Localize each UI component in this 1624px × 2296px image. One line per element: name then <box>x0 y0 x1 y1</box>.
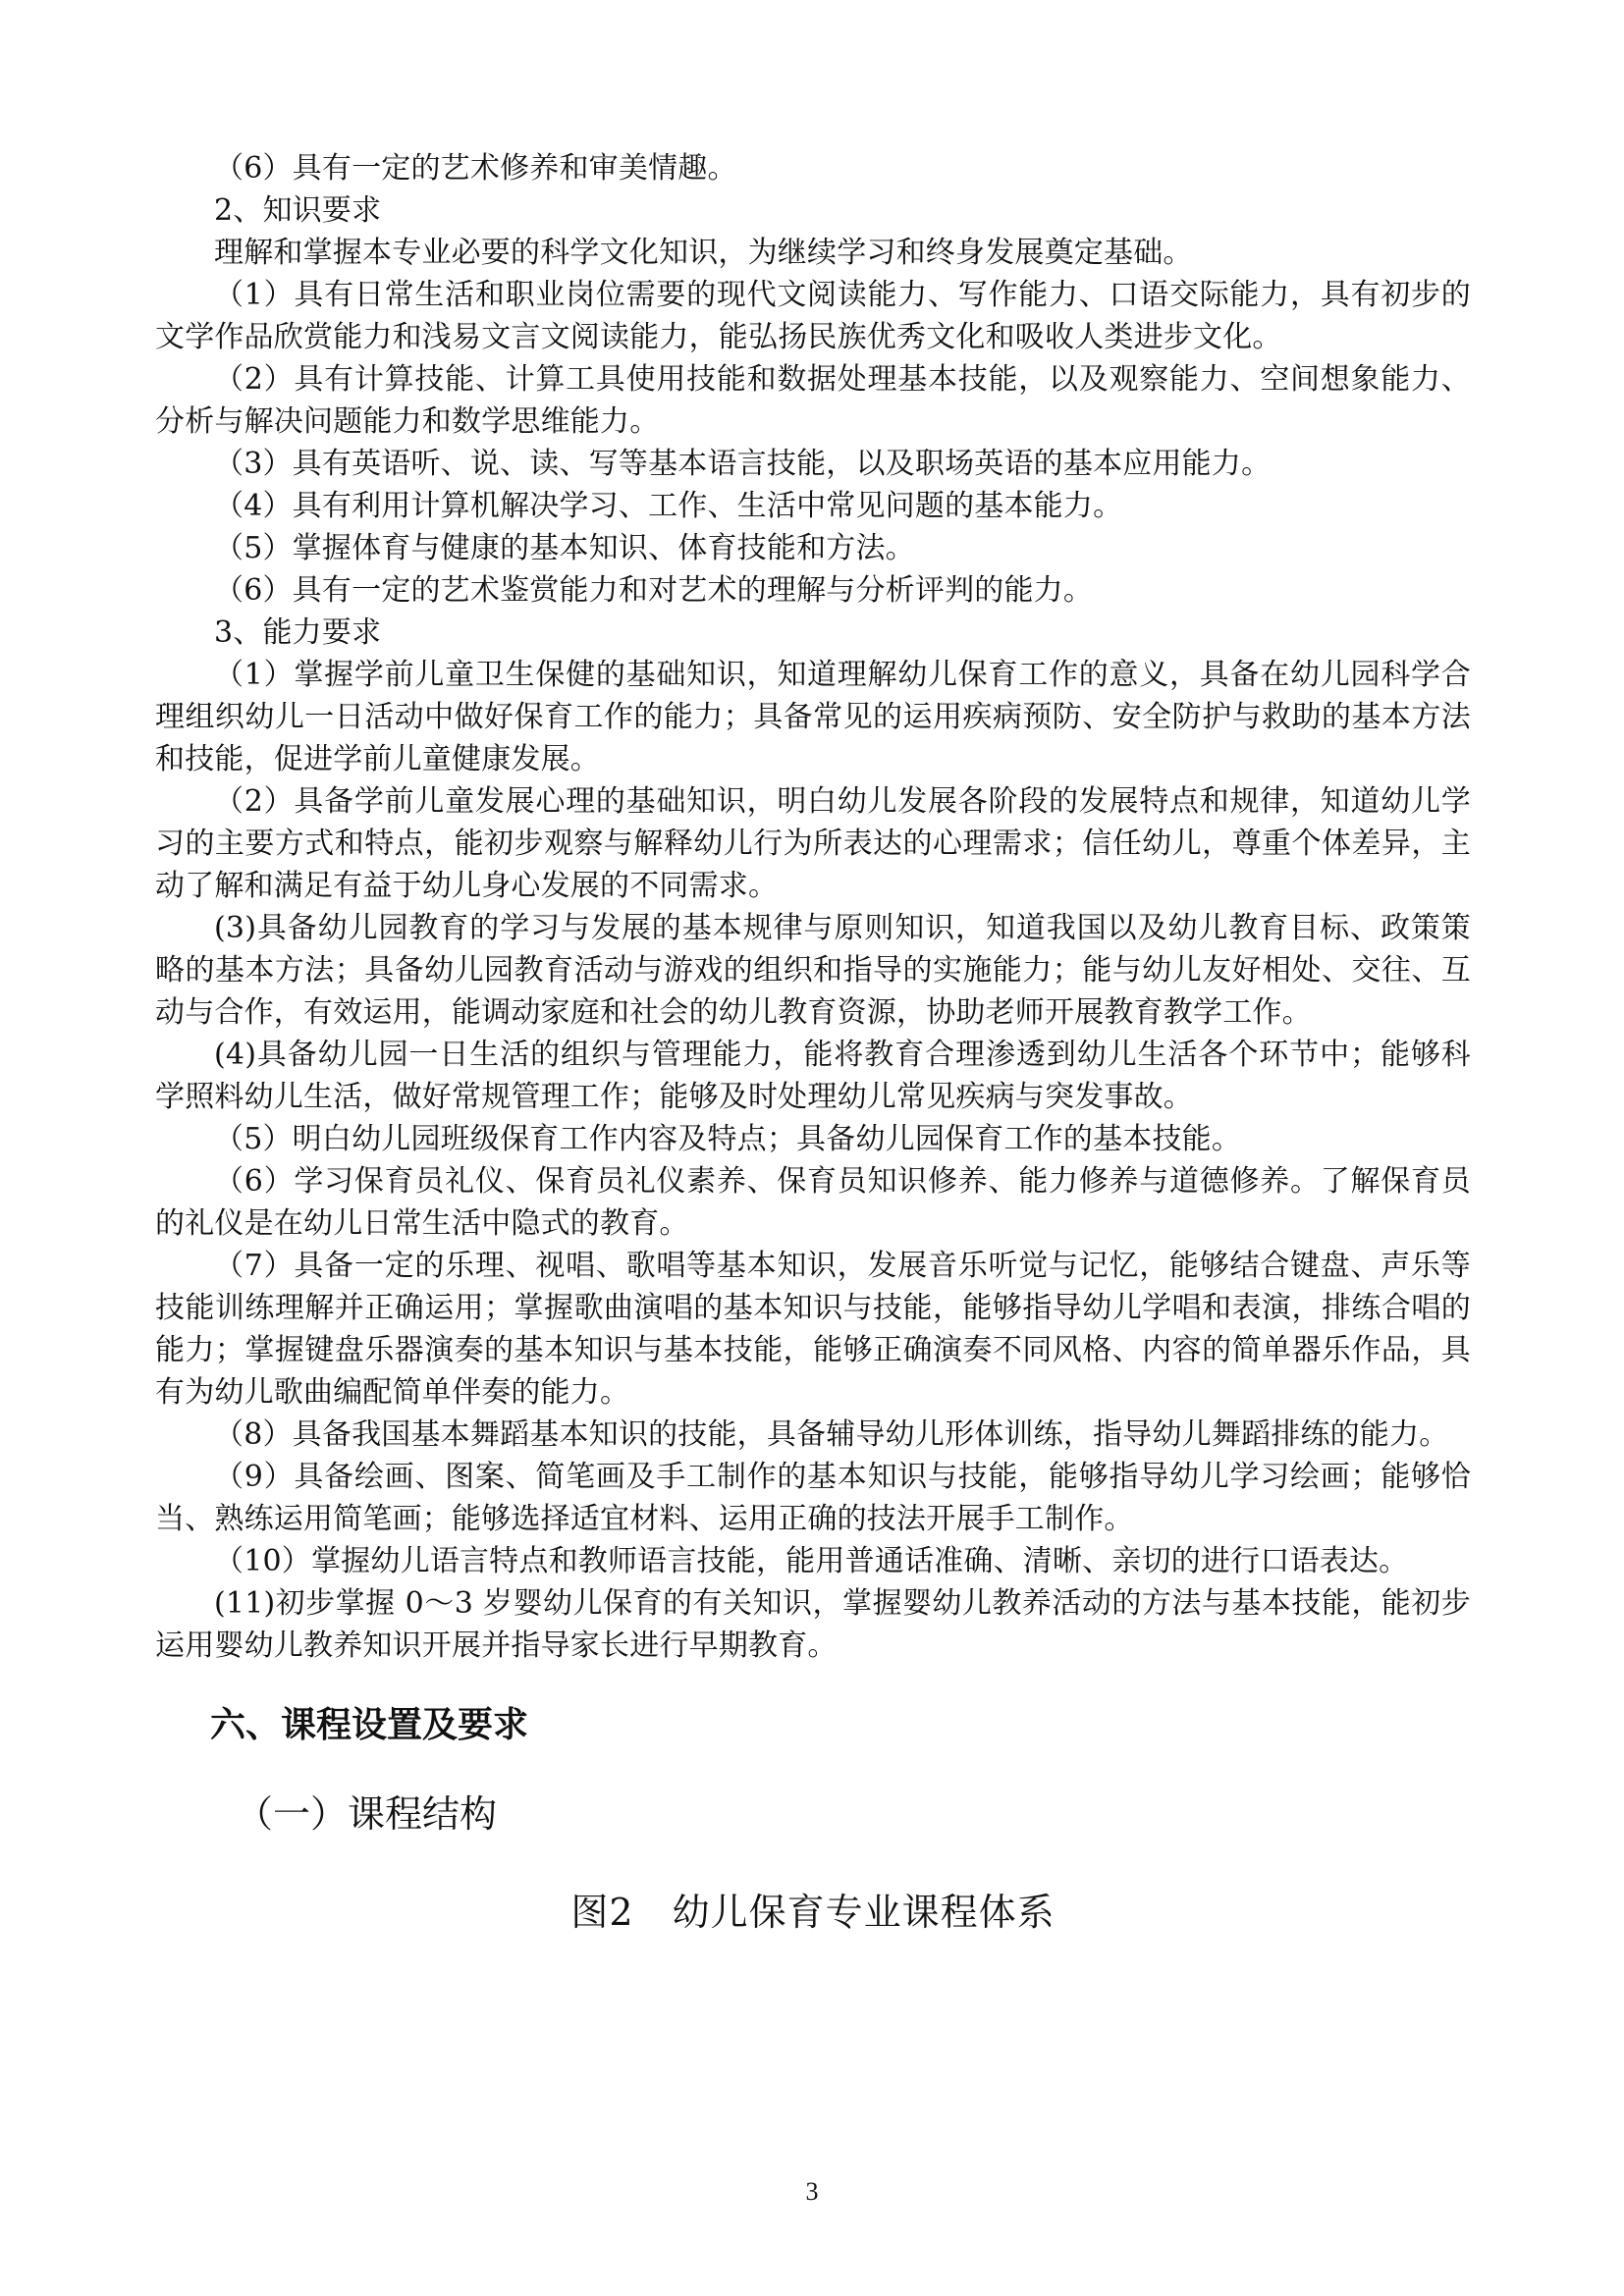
paragraph-knowledge-4: （4）具有利用计算机解决学习、工作、生活中常见问题的基本能力。 <box>214 489 1123 523</box>
figure-caption: 图2 幼儿保育专业课程体系 <box>570 1891 1056 1934</box>
paragraph-ability-10: （10）掌握幼儿语言特点和教师语言技能，能用普通话准确、清晰、亲切的进行口语表达。 <box>214 1544 1409 1578</box>
paragraph-knowledge-intro: 理解和掌握本专业必要的科学文化知识，为继续学习和终身发展奠定基础。 <box>214 236 1193 270</box>
heading-ability-requirements: 3、能力要求 <box>214 615 382 650</box>
page-number: 3 <box>805 2177 819 2206</box>
paragraph-ability-6: （6）学习保育员礼仪、保育员礼仪素养、保育员知识修养、能力修养与道德修养。了解保育员的礼仪是在幼儿日常生活中隐式的教育。 <box>155 1164 1471 1241</box>
paragraph-ability-1: （1）掌握学前儿童卫生保健的基础知识，知道理解幼儿保育工作的意义，具备在幼儿园科学合理组织幼儿一日活动中做好保育工作的能力；具备常见的运用疾病预防、安全防护与救助的基本方法和技能，促进学前儿童健康发展。 <box>155 658 1471 776</box>
paragraph-ability-7: （7）具备一定的乐理、视唱、歌唱等基本知识，发展音乐听觉与记忆，能够结合键盘、声乐等技能训练理解并正确运用；掌握歌曲演唱的基本知识与技能，能够指导幼儿学唱和表演，排练合唱的能力；掌握键盘乐器演奏的基本知识与基本技能，能够正确演奏不同风格、内容的简单器乐作品，具有为幼儿歌曲编配简单伴奏的能力。 <box>155 1249 1471 1410</box>
section-heading: 六、课程设置及要求 <box>210 1705 529 1745</box>
subsection-heading: （一）课程结构 <box>236 1792 498 1836</box>
paragraph-knowledge-6: （6）具有一定的艺术鉴赏能力和对艺术的理解与分析评判的能力。 <box>214 573 1094 608</box>
paragraph-ability-11: (11)初步掌握 0～3 岁婴幼儿保育的有关知识，掌握婴幼儿教养活动的方法与基本技能，能初步运用婴幼儿教养知识开展并指导家长进行早期教育。 <box>155 1586 1471 1663</box>
page-content <box>155 147 1471 1942</box>
paragraph-ability-8: （8）具备我国基本舞蹈基本知识的技能，具备辅导幼儿形体训练，指导幼儿舞蹈排练的能力。 <box>214 1417 1449 1452</box>
paragraph-ability-5: （5）明白幼儿园班级保育工作内容及特点；具备幼儿园保育工作的基本技能。 <box>214 1122 1242 1156</box>
paragraph-ability-2: （2）具备学前儿童发展心理的基础知识，明白幼儿发展各阶段的发展特点和规律，知道幼儿学习的主要方式和特点，能初步观察与解释幼儿行为所表达的心理需求；信任幼儿，尊重个体差异，主动了解和满足有益于幼儿身心发展的不同需求。 <box>155 784 1471 903</box>
paragraph-knowledge-2: （2）具有计算技能、计算工具使用技能和数据处理基本技能，以及观察能力、空间想象能力、分析与解决问题能力和数学思维能力。 <box>155 362 1471 439</box>
paragraph-knowledge-5: （5）掌握体育与健康的基本知识、体育技能和方法。 <box>214 531 915 565</box>
paragraph-ability-4: (4)具备幼儿园一日生活的组织与管理能力，能将教育合理渗透到幼儿生活各个环节中；能够科学照料幼儿生活，做好常规管理工作；能够及时处理幼儿常见疾病与突发事故。 <box>155 1038 1471 1114</box>
paragraph-knowledge-3: （3）具有英语听、说、读、写等基本语言技能，以及职场英语的基本应用能力。 <box>214 447 1272 481</box>
paragraph-art-cultivation: （6）具有一定的艺术修养和审美情趣。 <box>214 151 737 186</box>
paragraph-ability-9: （9）具备绘画、图案、简笔画及手工制作的基本知识与技能，能够指导幼儿学习绘画；能够恰当、熟练运用简笔画；能够选择适宜材料、运用正确的技法开展手工制作。 <box>155 1460 1471 1536</box>
paragraph-ability-3: (3)具备幼儿园教育的学习与发展的基本规律与原则知识，知道我国以及幼儿教育目标、政策策略的基本方法；具备幼儿园教育活动与游戏的组织和指导的实施能力；能与幼儿友好相处、交往、互动与合作，有效运用，能调动家庭和社会的幼儿教育资源，协助老师开展教育教学工作。 <box>155 911 1471 1030</box>
heading-knowledge-requirements: 2、知识要求 <box>214 193 382 228</box>
paragraph-knowledge-1: （1）具有日常生活和职业岗位需要的现代文阅读能力、写作能力、口语交际能力，具有初步的文学作品欣赏能力和浅易文言文阅读能力，能弘扬民族优秀文化和吸收人类进步文化。 <box>155 278 1471 354</box>
